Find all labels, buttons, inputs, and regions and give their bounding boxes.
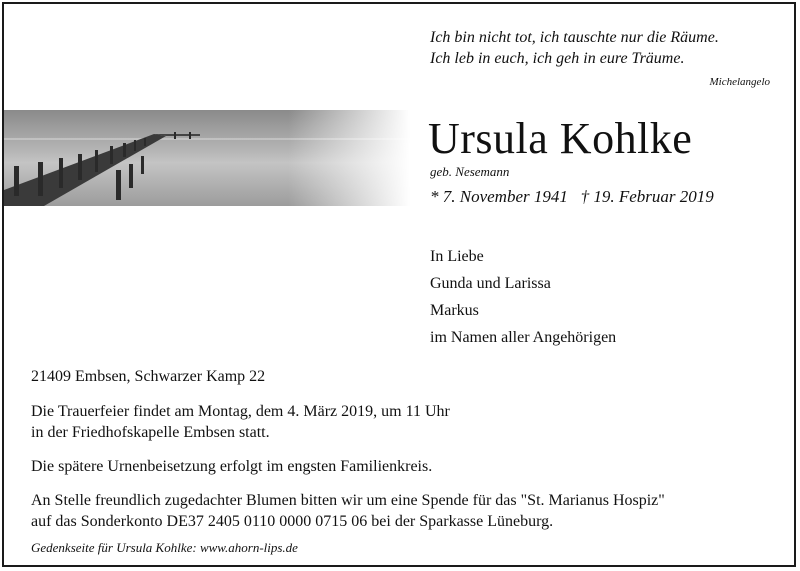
life-dates: * 7. November 1941 † 19. Februar 2019 xyxy=(430,187,714,206)
funeral-line-2: in der Friedhofskapelle Embsen statt. xyxy=(31,424,270,441)
donation-line-2: auf das Sonderkonto DE37 2405 0110 0000 0715 06 bei der Sparkasse Lüneburg. xyxy=(31,513,554,530)
mourner-line: Gunda und Larissa xyxy=(430,275,551,292)
funeral-info xyxy=(31,401,791,443)
mourner-line: In Liebe xyxy=(430,248,484,265)
notice-border xyxy=(2,2,796,567)
quote-line-1: Ich bin nicht tot, ich tauschte nur die Räume. xyxy=(430,29,719,46)
deceased-name: Ursula Kohlke xyxy=(428,114,693,163)
maiden-name: geb. Nesemann xyxy=(430,164,510,179)
mourner-line: Markus xyxy=(430,302,479,319)
mourner-line: im Namen aller Angehörigen xyxy=(430,329,617,346)
quote xyxy=(430,27,770,69)
memorial-page-link[interactable]: Gedenkseite für Ursula Kohlke: www.ahorn-lips.de xyxy=(31,540,298,555)
jetty-photo xyxy=(4,110,410,206)
address: 21409 Embsen, Schwarzer Kamp 22 xyxy=(31,368,266,385)
donation-info xyxy=(31,490,791,532)
funeral-line-1: Die Trauerfeier findet am Montag, dem 4. März 2019, um 11 Uhr xyxy=(31,403,450,420)
quote-line-2: Ich leb in euch, ich geh in eure Träume. xyxy=(430,50,685,67)
quote-author: Michelangelo xyxy=(709,76,770,88)
donation-line-1: An Stelle freundlich zugedachter Blumen bitten wir um eine Spende für das "St. Marianus Hospiz" xyxy=(31,492,665,509)
burial-info: Die spätere Urnenbeisetzung erfolgt im engsten Familienkreis. xyxy=(31,458,433,475)
mourners-list xyxy=(430,243,616,351)
